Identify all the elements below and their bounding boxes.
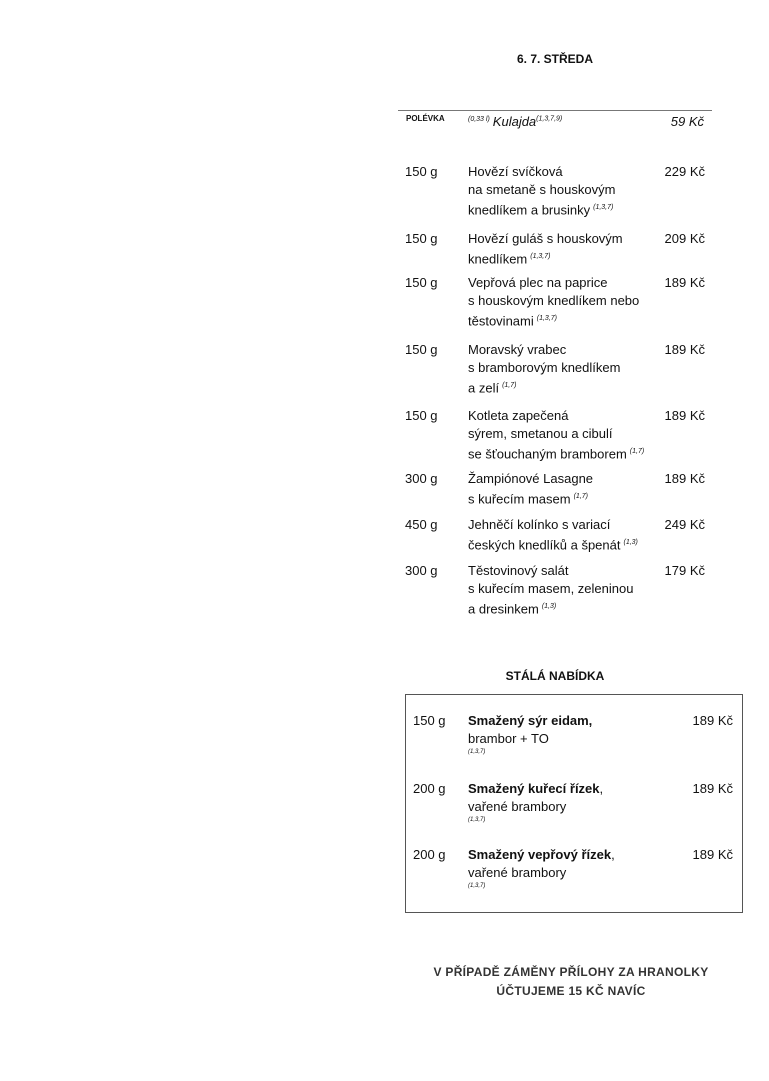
menu-item-price: 189 Kč [664, 342, 705, 357]
soup-item [468, 114, 562, 129]
menu-item-line: těstovinami [468, 313, 534, 329]
menu-item-line: a zelí [468, 380, 500, 396]
standing-item-name: Smažený vepřový řízek [468, 847, 612, 862]
menu-item-price: 229 Kč [664, 164, 705, 179]
menu-item-weight: 450 g [405, 517, 438, 532]
menu-item-allergens: (1,3,7) [593, 204, 614, 211]
standing-item-description [468, 712, 678, 757]
footer-note-line: V PŘÍPADĚ ZÁMĚNY PŘÍLOHY ZA HRANOLKY [433, 965, 709, 979]
menu-item-price: 209 Kč [664, 231, 705, 246]
menu-item-description [468, 163, 668, 219]
menu-item-line: se šťouchaným bramborem [468, 446, 627, 462]
menu-item-line: s bramborovým knedlíkem [468, 360, 621, 375]
footer-note [398, 963, 744, 1001]
menu-item-description [468, 516, 668, 554]
soup-divider [398, 110, 712, 111]
menu-item-line: knedlíkem [468, 251, 528, 267]
soup-price: 59 Kč [670, 114, 704, 129]
menu-item-line: Moravský vrabec [468, 342, 567, 357]
menu-item-line: s houskovým knedlíkem nebo [468, 293, 640, 308]
standing-item-weight: 150 g [413, 713, 446, 728]
menu-item-line: s kuřecím masem, zeleninou [468, 581, 634, 596]
standing-item-description [468, 780, 678, 825]
standing-item-price: 189 Kč [692, 713, 733, 728]
standing-item-description [468, 846, 678, 891]
menu-item-weight: 300 g [405, 471, 438, 486]
menu-item-allergens: (1,7) [573, 493, 588, 500]
menu-item-line: sýrem, smetanou a cibulí [468, 426, 613, 441]
menu-item-line: Kotleta zapečená [468, 408, 569, 423]
standing-item-side: brambor + TO [468, 731, 549, 746]
menu-item-allergens: (1,3,7) [530, 253, 551, 260]
soup-label: POLÉVKA [406, 114, 445, 123]
standing-item-name: Smažený kuřecí řízek [468, 781, 600, 796]
menu-item-allergens: (1,7) [629, 448, 645, 455]
standing-item-allergens: (1,3,7) [468, 749, 486, 755]
soup-allergens: (1,3,7,9) [536, 115, 563, 123]
soup-name: Kulajda [492, 114, 537, 129]
standing-item-name-suffix: , [599, 781, 604, 796]
page-title: 6. 7. STŘEDA [516, 52, 594, 66]
standing-item-allergens: (1,3,7) [468, 817, 486, 823]
menu-item-line: na smetaně s houskovým [468, 182, 616, 197]
standing-item-weight: 200 g [413, 847, 446, 862]
menu-item-description [468, 470, 668, 508]
menu-item-line: Těstovinový salát [468, 563, 569, 578]
standing-item-name: Smažený sýr eidam, [468, 713, 593, 728]
menu-item-description [468, 562, 668, 618]
menu-item-description [468, 341, 668, 397]
menu-item-allergens: (1,3) [541, 603, 557, 610]
menu-item-line: s kuřecím masem [468, 491, 571, 507]
menu-item-line: českých knedlíků a špenát [468, 537, 621, 553]
standing-item-name-suffix: , [611, 847, 615, 862]
menu-item-allergens: (1,7) [502, 382, 517, 389]
menu-item-line: Vepřová plec na paprice [468, 275, 608, 290]
menu-item-line: Hovězí guláš s houskovým [468, 231, 623, 246]
menu-item-price: 189 Kč [664, 408, 705, 423]
menu-item-price: 249 Kč [664, 517, 705, 532]
menu-item-allergens: (1,3) [623, 539, 638, 546]
menu-item-line: Žampiónové Lasagne [468, 471, 594, 486]
menu-item-price: 189 Kč [664, 471, 705, 486]
standing-item-price: 189 Kč [692, 847, 733, 862]
footer-note-line: ÚČTUJEME 15 KČ NAVÍC [496, 984, 646, 998]
menu-item-description [468, 230, 668, 268]
standing-item-side: vařené brambory [468, 799, 567, 814]
menu-item-weight: 150 g [405, 231, 438, 246]
menu-item-price: 179 Kč [664, 563, 705, 578]
standing-item-side: vařené brambory [468, 865, 567, 880]
menu-item-line: Hovězí svíčková [468, 164, 563, 179]
menu-item-weight: 150 g [405, 342, 438, 357]
menu-item-weight: 150 g [405, 275, 438, 290]
standing-item-weight: 200 g [413, 781, 446, 796]
menu-item-weight: 150 g [405, 164, 438, 179]
standing-offer-title: STÁLÁ NABÍDKA [505, 669, 605, 683]
menu-item-line: knedlíkem a brusinky [468, 202, 591, 218]
menu-item-line: Jehněčí kolínko s variací [468, 517, 611, 532]
menu-item-allergens: (1,3,7) [536, 315, 557, 322]
menu-item-description [468, 407, 668, 463]
standing-item-allergens: (1,3,7) [468, 883, 486, 889]
menu-item-price: 189 Kč [664, 275, 705, 290]
soup-volume: (0,33 l) [468, 115, 490, 123]
menu-item-weight: 300 g [405, 563, 438, 578]
menu-item-description [468, 274, 668, 330]
standing-item-price: 189 Kč [692, 781, 733, 796]
menu-item-line: a dresinkem [468, 601, 539, 617]
menu-item-weight: 150 g [405, 408, 438, 423]
